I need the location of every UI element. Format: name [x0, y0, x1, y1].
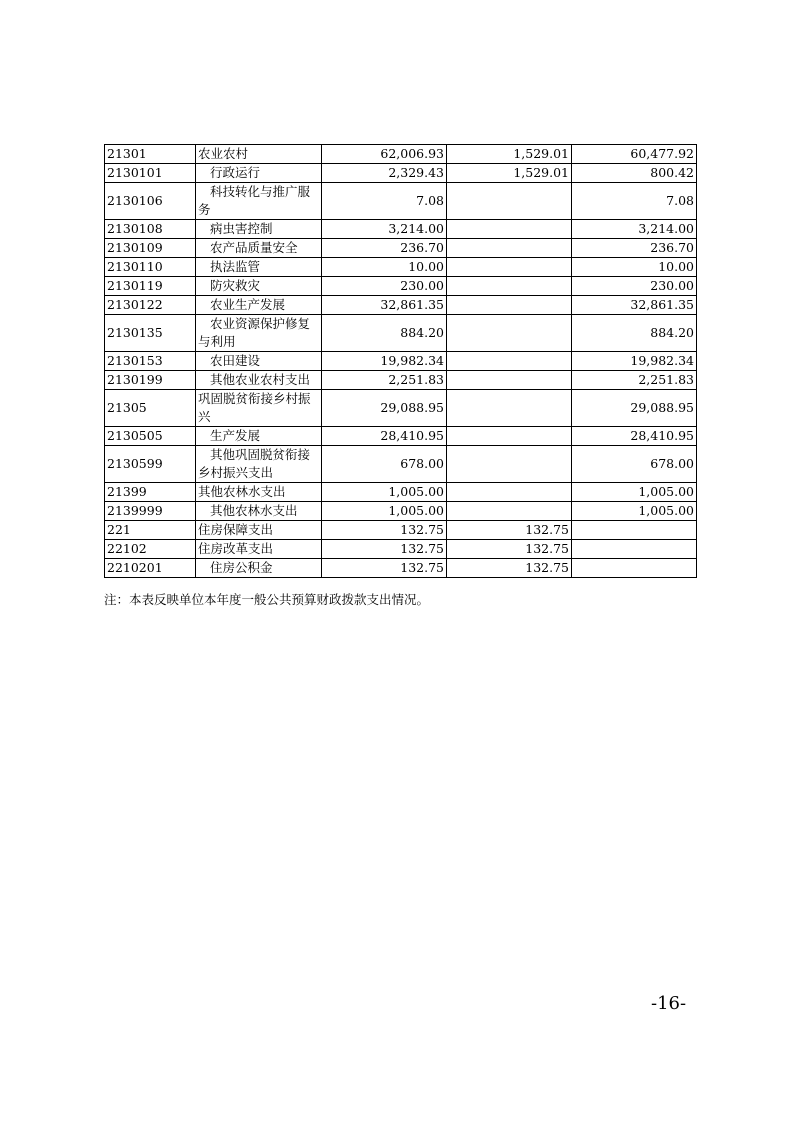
subject-name: 其他巩固脱贫衔接乡村振兴支出: [196, 446, 322, 483]
total-amount: 132.75: [322, 559, 447, 578]
subject-name: 其他农林水支出: [196, 483, 322, 502]
basic-expenditure: [447, 315, 572, 352]
basic-expenditure: [447, 483, 572, 502]
budget-table-body: [105, 145, 697, 578]
basic-expenditure: 132.75: [447, 521, 572, 540]
subject-code: 2130599: [105, 446, 196, 483]
total-amount: 236.70: [322, 239, 447, 258]
project-expenditure: 19,982.34: [572, 352, 697, 371]
subject-code: 2130199: [105, 371, 196, 390]
subject-name: 住房保障支出: [196, 521, 322, 540]
table-row: [105, 427, 697, 446]
table-footnote: 注：本表反映单位本年度一般公共预算财政拨款支出情况。: [104, 592, 430, 607]
subject-code: 2130135: [105, 315, 196, 352]
table-row: [105, 220, 697, 239]
total-amount: 7.08: [322, 183, 447, 220]
basic-expenditure: [447, 371, 572, 390]
subject-code: 2130108: [105, 220, 196, 239]
basic-expenditure: [447, 390, 572, 427]
table-row: [105, 258, 697, 277]
subject-code: 21399: [105, 483, 196, 502]
project-expenditure: 1,005.00: [572, 502, 697, 521]
subject-code: 2130153: [105, 352, 196, 371]
table-row: [105, 239, 697, 258]
subject-name: 农业农村: [196, 145, 322, 164]
subject-code: 2130101: [105, 164, 196, 183]
subject-name: 农产品质量安全: [196, 239, 322, 258]
subject-code: 2130119: [105, 277, 196, 296]
subject-code: 21305: [105, 390, 196, 427]
subject-name: 防灾救灾: [196, 277, 322, 296]
project-expenditure: 28,410.95: [572, 427, 697, 446]
subject-name: 其他农林水支出: [196, 502, 322, 521]
project-expenditure: [572, 559, 697, 578]
subject-name: 生产发展: [196, 427, 322, 446]
basic-expenditure: [447, 239, 572, 258]
project-expenditure: 1,005.00: [572, 483, 697, 502]
basic-expenditure: [447, 277, 572, 296]
subject-name: 农业资源保护修复与利用: [196, 315, 322, 352]
table-row: [105, 502, 697, 521]
basic-expenditure: 1,529.01: [447, 164, 572, 183]
total-amount: 230.00: [322, 277, 447, 296]
subject-name: 巩固脱贫衔接乡村振兴: [196, 390, 322, 427]
project-expenditure: 884.20: [572, 315, 697, 352]
total-amount: 62,006.93: [322, 145, 447, 164]
subject-code: 2139999: [105, 502, 196, 521]
basic-expenditure: 1,529.01: [447, 145, 572, 164]
table-row: [105, 183, 697, 220]
table-row: [105, 296, 697, 315]
table-row: [105, 521, 697, 540]
table-row: [105, 145, 697, 164]
total-amount: 32,861.35: [322, 296, 447, 315]
subject-name: 住房改革支出: [196, 540, 322, 559]
basic-expenditure: 132.75: [447, 559, 572, 578]
project-expenditure: 29,088.95: [572, 390, 697, 427]
basic-expenditure: [447, 427, 572, 446]
subject-code: 2130109: [105, 239, 196, 258]
total-amount: 2,251.83: [322, 371, 447, 390]
project-expenditure: 800.42: [572, 164, 697, 183]
total-amount: 29,088.95: [322, 390, 447, 427]
project-expenditure: 32,861.35: [572, 296, 697, 315]
budget-table: [104, 144, 697, 578]
subject-name: 行政运行: [196, 164, 322, 183]
project-expenditure: 7.08: [572, 183, 697, 220]
total-amount: 884.20: [322, 315, 447, 352]
subject-name: 住房公积金: [196, 559, 322, 578]
basic-expenditure: [447, 352, 572, 371]
total-amount: 10.00: [322, 258, 447, 277]
basic-expenditure: [447, 296, 572, 315]
total-amount: 3,214.00: [322, 220, 447, 239]
basic-expenditure: [447, 258, 572, 277]
subject-name: 科技转化与推广服务: [196, 183, 322, 220]
subject-code: 22102: [105, 540, 196, 559]
table-row: [105, 315, 697, 352]
total-amount: 1,005.00: [322, 483, 447, 502]
table-row: [105, 352, 697, 371]
table-row: [105, 277, 697, 296]
project-expenditure: 2,251.83: [572, 371, 697, 390]
subject-name: 执法监管: [196, 258, 322, 277]
basic-expenditure: 132.75: [447, 540, 572, 559]
subject-code: 2130106: [105, 183, 196, 220]
project-expenditure: 3,214.00: [572, 220, 697, 239]
subject-name: 病虫害控制: [196, 220, 322, 239]
total-amount: 2,329.43: [322, 164, 447, 183]
project-expenditure: 60,477.92: [572, 145, 697, 164]
total-amount: 1,005.00: [322, 502, 447, 521]
table-row: [105, 164, 697, 183]
project-expenditure: 10.00: [572, 258, 697, 277]
table-row: [105, 540, 697, 559]
total-amount: 132.75: [322, 521, 447, 540]
basic-expenditure: [447, 446, 572, 483]
project-expenditure: 236.70: [572, 239, 697, 258]
basic-expenditure: [447, 502, 572, 521]
subject-name: 农业生产发展: [196, 296, 322, 315]
project-expenditure: 678.00: [572, 446, 697, 483]
table-row: [105, 483, 697, 502]
subject-code: 21301: [105, 145, 196, 164]
basic-expenditure: [447, 183, 572, 220]
project-expenditure: [572, 521, 697, 540]
table-row: [105, 371, 697, 390]
project-expenditure: [572, 540, 697, 559]
table-row: [105, 559, 697, 578]
subject-code: 2210201: [105, 559, 196, 578]
total-amount: 678.00: [322, 446, 447, 483]
page-number: -16-: [651, 993, 687, 1014]
total-amount: 19,982.34: [322, 352, 447, 371]
project-expenditure: 230.00: [572, 277, 697, 296]
subject-code: 221: [105, 521, 196, 540]
total-amount: 28,410.95: [322, 427, 447, 446]
subject-code: 2130122: [105, 296, 196, 315]
subject-code: 2130505: [105, 427, 196, 446]
table-row: [105, 446, 697, 483]
total-amount: 132.75: [322, 540, 447, 559]
subject-name: 农田建设: [196, 352, 322, 371]
subject-name: 其他农业农村支出: [196, 371, 322, 390]
subject-code: 2130110: [105, 258, 196, 277]
basic-expenditure: [447, 220, 572, 239]
table-row: [105, 390, 697, 427]
